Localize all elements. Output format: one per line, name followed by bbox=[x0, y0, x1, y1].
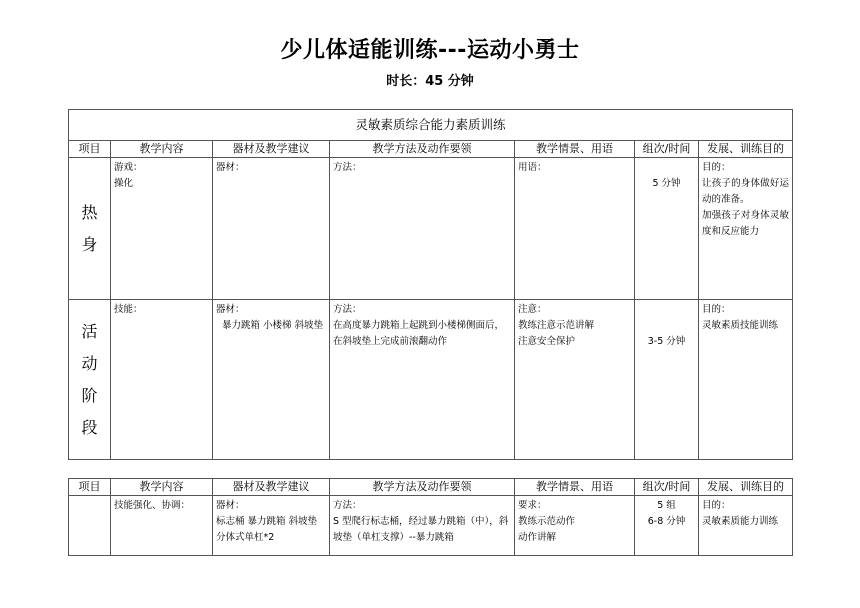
cell-text: 目的： bbox=[702, 162, 731, 173]
header-cell: 教学方法及动作要领 bbox=[330, 141, 515, 158]
cell-text: 让孩子的身体做好运动的准备。 bbox=[702, 178, 790, 205]
cell-text: S 型爬行标志桶，经过暴力跳箱（中），斜坡垫（单杠支撑）--暴力跳箱 bbox=[333, 516, 509, 543]
cell-text: 器材： bbox=[216, 162, 245, 173]
time-cell bbox=[635, 496, 699, 556]
project-cell bbox=[69, 496, 111, 556]
cell-text: 目的： bbox=[702, 500, 731, 511]
equipment-cell bbox=[213, 300, 330, 460]
cell-text: 灵敏素质技能训练 bbox=[702, 320, 779, 331]
table-header-row bbox=[69, 479, 793, 496]
cell-text: 要求： bbox=[518, 500, 547, 511]
method-cell bbox=[330, 158, 515, 300]
project-cell bbox=[69, 300, 111, 460]
cell-text: 教练注意示范讲解 bbox=[518, 320, 595, 331]
cell-text: 器材： bbox=[216, 304, 245, 315]
goal-cell bbox=[699, 158, 793, 300]
project-char: 阶 bbox=[81, 385, 98, 405]
header-cell: 项目 bbox=[69, 479, 111, 496]
header-cell: 器材及教学建议 bbox=[213, 141, 330, 158]
table-header-row bbox=[69, 141, 793, 158]
scene-cell bbox=[515, 158, 635, 300]
cell-text: 动作讲解 bbox=[518, 532, 557, 543]
cell-text: 5 组 bbox=[657, 500, 676, 511]
cell-text: 目的： bbox=[702, 304, 731, 315]
cell-text: 加强孩子对身体灵敏度和反应能力 bbox=[702, 210, 790, 237]
cell-text: 在高度暴力跳箱上起跳到小楼梯侧面后，在斜坡垫上完成前滚翻动作 bbox=[333, 320, 505, 347]
cell-text: 注意： bbox=[518, 304, 547, 315]
scene-cell bbox=[515, 496, 635, 556]
cell-text: 方法： bbox=[333, 500, 362, 511]
cell-text: 方法： bbox=[333, 162, 362, 173]
time-cell bbox=[635, 300, 699, 460]
method-cell bbox=[330, 300, 515, 460]
page-title: 少儿体适能训练---运动小勇士 bbox=[280, 38, 580, 63]
content-cell bbox=[111, 158, 213, 300]
scene-cell bbox=[515, 300, 635, 460]
goal-cell bbox=[699, 300, 793, 460]
duration-label: 时长：45 分钟 bbox=[386, 74, 474, 89]
time-cell bbox=[635, 158, 699, 300]
cell-text: 标志桶 暴力跳箱 斜坡垫 分体式单杠*2 bbox=[216, 516, 318, 543]
cell-text: 注意安全保护 bbox=[518, 336, 576, 347]
header-cell: 教学情景、用语 bbox=[515, 141, 635, 158]
header-cell: 教学内容 bbox=[111, 479, 213, 496]
header-cell: 器材及教学建议 bbox=[213, 479, 330, 496]
project-char: 段 bbox=[81, 417, 98, 437]
method-cell bbox=[330, 496, 515, 556]
header-cell: 教学方法及动作要领 bbox=[330, 479, 515, 496]
header-cell: 教学内容 bbox=[111, 141, 213, 158]
table-row bbox=[69, 300, 793, 460]
header-cell: 组次/时间 bbox=[635, 141, 699, 158]
project-char: 身 bbox=[81, 234, 98, 254]
table-row bbox=[69, 158, 793, 300]
header-cell: 项目 bbox=[69, 141, 111, 158]
header-cell: 教学情景、用语 bbox=[515, 479, 635, 496]
project-char: 活 bbox=[81, 321, 98, 341]
equipment-cell bbox=[213, 158, 330, 300]
cell-text: 技能： bbox=[114, 304, 143, 315]
content-cell bbox=[111, 496, 213, 556]
content-cell bbox=[111, 300, 213, 460]
cell-text: 游戏： bbox=[114, 162, 143, 173]
project-cell bbox=[69, 158, 111, 300]
cell-text: 5 分钟 bbox=[652, 178, 681, 189]
cell-text: 3-5 分钟 bbox=[647, 336, 686, 347]
header-cell: 发展、训练目的 bbox=[699, 479, 793, 496]
cell-text: 方法： bbox=[333, 304, 362, 315]
cell-text: 教练示范动作 bbox=[518, 516, 576, 527]
training-table-2 bbox=[68, 478, 793, 556]
cell-text: 操化 bbox=[114, 178, 134, 189]
table-row bbox=[69, 496, 793, 556]
goal-cell bbox=[699, 496, 793, 556]
header-cell: 组次/时间 bbox=[635, 479, 699, 496]
training-table-1 bbox=[68, 109, 793, 460]
cell-text: 暴力跳箱 小楼梯 斜坡垫 bbox=[222, 320, 324, 331]
cell-text: 用语： bbox=[518, 162, 547, 173]
cell-text: 灵敏素质能力训练 bbox=[702, 516, 779, 527]
cell-text: 6-8 分钟 bbox=[647, 516, 686, 527]
cell-text: 器材： bbox=[216, 500, 245, 511]
equipment-cell bbox=[213, 496, 330, 556]
header-cell: 发展、训练目的 bbox=[699, 141, 793, 158]
project-char: 动 bbox=[81, 353, 98, 373]
cell-text: 技能强化、协调： bbox=[114, 500, 191, 511]
section-title: 灵敏素质综合能力素质训练 bbox=[69, 110, 793, 141]
project-char: 热 bbox=[81, 202, 98, 222]
